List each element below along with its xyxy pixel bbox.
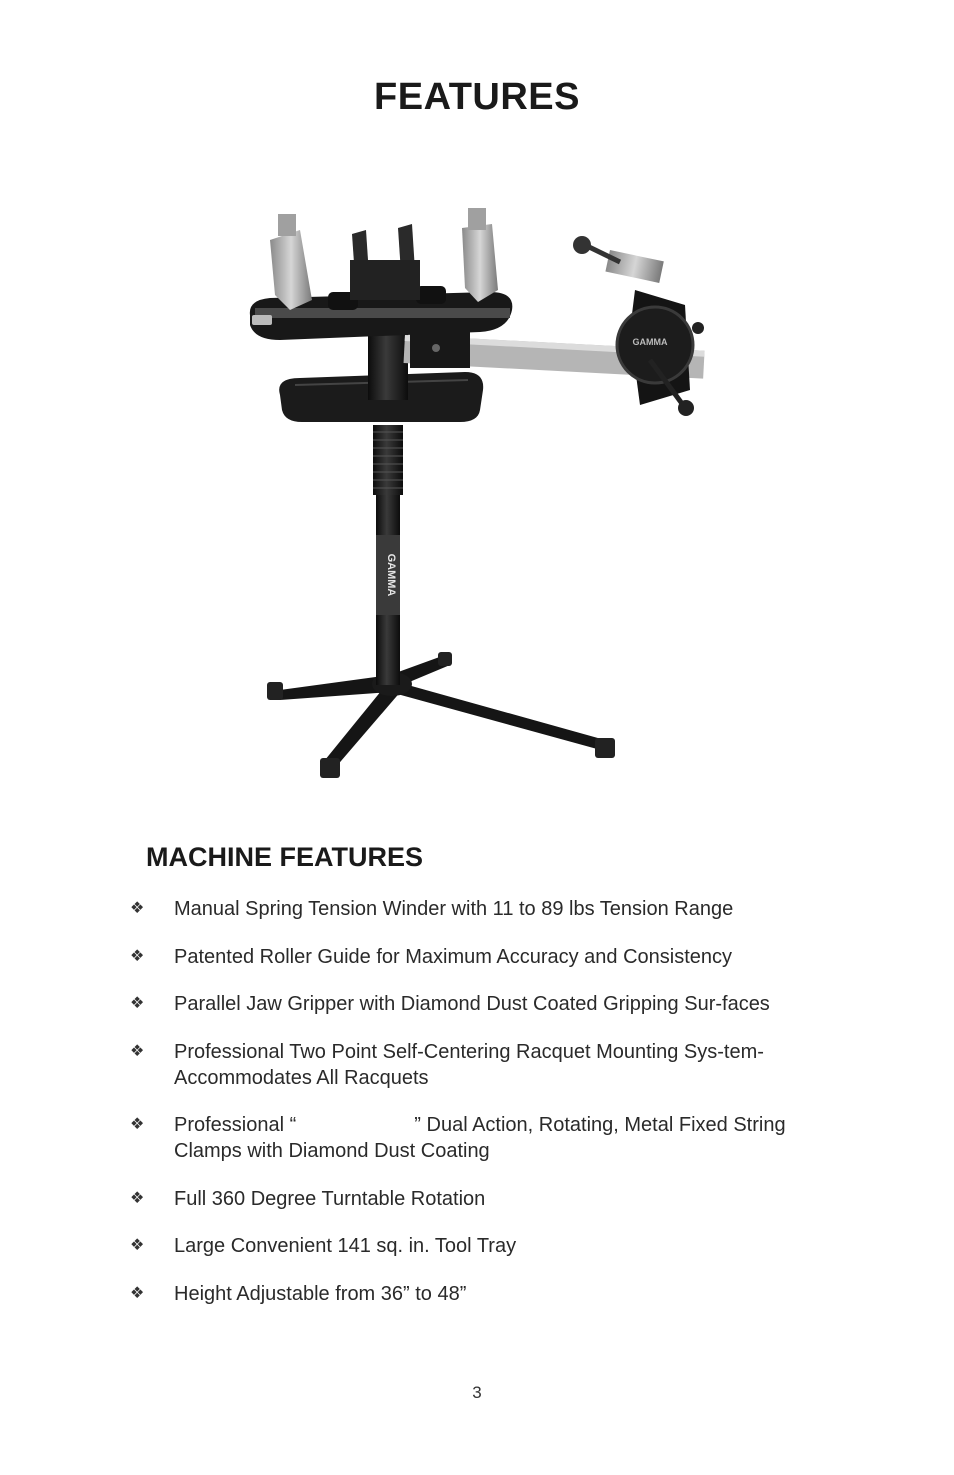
pole-brand-text: GAMMA: [385, 553, 397, 597]
bullet-icon: ❖: [130, 1189, 145, 1207]
feature-text: Parallel Jaw Gripper with Diamond Dust Coated Gripping Sur-faces: [174, 993, 770, 1015]
feature-text: Full 360 Degree Turntable Rotation: [174, 1187, 486, 1210]
bullet-icon: ❖: [130, 995, 145, 1012]
feature-list: [130, 896, 810, 1328]
list-item: [130, 1233, 810, 1259]
feature-text: Professional Two Point Self-Centering Racquet Mounting Sys-tem- Accommodates All Racquets: [174, 1040, 764, 1089]
feature-text: Large Convenient 141 sq. in. Tool Tray: [174, 1235, 517, 1257]
bullet-icon: ❖: [130, 1042, 145, 1060]
list-item: [130, 896, 810, 922]
bullet-icon: ❖: [130, 947, 145, 965]
turntable-post: [368, 330, 408, 400]
bullet-icon: ❖: [130, 1284, 145, 1302]
feature-text-start: Professional “: [174, 1114, 297, 1136]
section-heading: MACHINE FEATURES: [146, 842, 424, 872]
bullet-icon: ❖: [130, 1116, 145, 1133]
base-legs: [267, 652, 615, 778]
pole: [373, 425, 403, 685]
feature-text: Manual Spring Tension Winder with 11 to 89 lbs Tension Range: [174, 898, 734, 920]
feature-text: Patented Roller Guide for Maximum Accuracy and Consistency: [174, 945, 733, 968]
stringing-machine-photo: [240, 200, 720, 790]
feature-text-end: ” Dual Action, Rotating, Metal Fixed String Clamps with Diamond Dust Coating: [174, 1114, 786, 1162]
list-item: [130, 1112, 810, 1164]
feature-text: Height Adjustable from 36” to 48”: [174, 1282, 467, 1305]
page-number: 3: [472, 1383, 482, 1402]
fixed-clamps: [328, 224, 446, 310]
list-item: [130, 991, 810, 1017]
list-item: [130, 944, 810, 970]
list-item: [130, 1186, 810, 1212]
list-item: [130, 1039, 810, 1091]
bullet-icon: ❖: [130, 1237, 145, 1254]
tension-head: [573, 236, 704, 416]
list-item: [130, 1281, 810, 1307]
bullet-icon: ❖: [130, 900, 145, 917]
head-brand-text: GAMMA: [632, 337, 668, 347]
page-title: FEATURES: [374, 76, 580, 118]
